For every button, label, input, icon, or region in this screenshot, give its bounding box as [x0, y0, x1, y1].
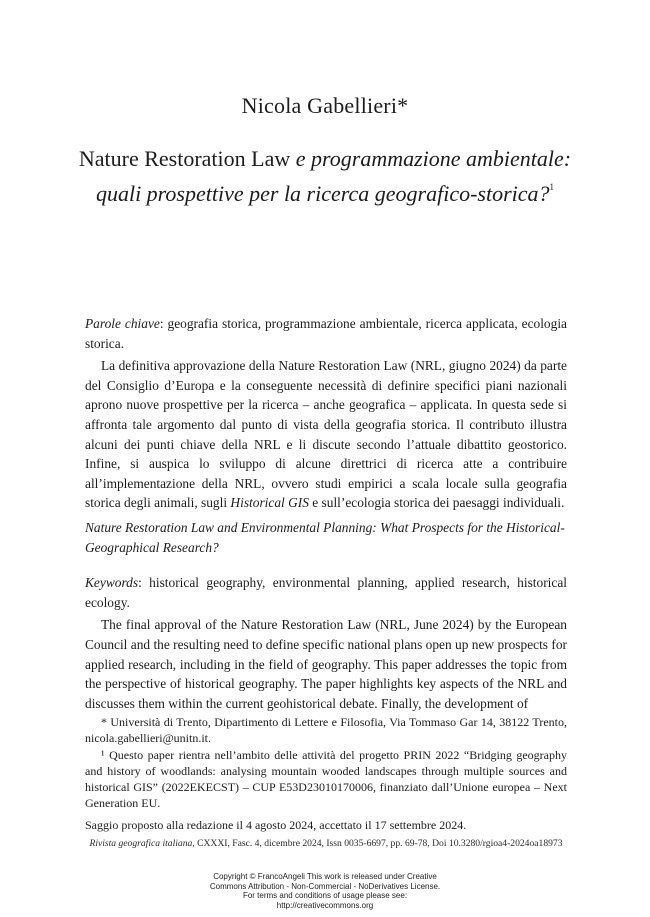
- author-name: Nicola Gabellieri*: [241, 93, 409, 118]
- it-body-text-1: La definitiva approvazione della Nature Restoration Law (NRL, giugno 2024) da parte del Consiglio d’Europa e la conseguente necessità di definire specifici piani nazionali aprono nuove prospettive per la ricerca – anche geografica – applicata. In questa sede si affronta tale argomento dal punto di vista della geografia storica. Il contributo illustra alcuni dei punti chiave della NRL e li discute secondo l’attuale dibattito geostorico. Infine, si auspica lo sviluppo di alcune direttrici di ricerca atte a contribuire all’implementazione della NRL, ovvero studi empirici a scala locale sulla geografia storica degli animali, sugli: [85, 358, 567, 511]
- it-keywords-label: Parole chiave: [85, 316, 160, 331]
- footnote-1: ¹ Questo paper rientra nell’ambito delle attività del progetto PRIN 2022 “Bridging geography and history of woodlands: analysing mountain wooded landscapes through multiple sources and historical GIS” (2022EKECST) – CUP E53D23010170006, finanziato dall’Unione europea – Next Generation EU.: [85, 747, 567, 811]
- copyright-link[interactable]: http://creativecommons.org: [276, 900, 374, 910]
- citation-details: , CXXXI, Fasc. 4, dicembre 2024, Issn 0035-6697, pp. 69-78, Doi 10.3280/rgioa4-2024oa18973: [192, 838, 563, 849]
- en-keywords-label: Keywords: [85, 575, 139, 591]
- en-abstract-body: The final approval of the Nature Restoration Law (NRL, June 2024) by the European Council and the resulting need to define specific national plans open up new prospects for applied research, including in the field of geography. This paper addresses the topic from the perspective of historical geography. The paper highlights key aspects of the NRL and discusses them within the current geohistorical debate. Finally, the development of: [85, 617, 567, 711]
- it-keywords-text: : geografia storica, programmazione ambientale, ricerca applicata, ecologia storica.: [85, 316, 567, 351]
- en-abstract-title: Nature Restoration Law and Environmental Planning: What Prospects for the Historical-Geographical Research?: [85, 520, 565, 555]
- title-note-mark: 1: [549, 182, 555, 192]
- it-keywords: [85, 314, 567, 353]
- journal-citation: [85, 838, 567, 849]
- it-abstract-body: [85, 356, 567, 513]
- title-italic-line1: e programmazione ambientale:: [290, 146, 572, 171]
- footnote-affiliation: * Università di Trento, Dipartimento di Lettere e Filosofia, Via Tommaso Gar 14, 38122 Trento, nicola.gabellieri@unitn.it.: [85, 715, 567, 746]
- journal-name: Rivista geografica italiana: [89, 838, 193, 849]
- title-italic-line2: quali prospettive per la ricerca geografico-storica?: [95, 181, 550, 206]
- en-keywords: [85, 573, 567, 612]
- it-body-italic: Historical GIS: [230, 495, 309, 511]
- submission-dates: Saggio proposto alla redazione il 4 agosto 2024, accettato il 17 settembre 2024.: [85, 817, 467, 832]
- italian-abstract: [85, 314, 567, 513]
- title-plain: Nature Restoration Law: [78, 146, 291, 171]
- copyright-notice: [0, 872, 650, 910]
- it-body-text-2: e sull’ecologia storica dei paesaggi individuali.: [308, 495, 565, 511]
- footnotes: [85, 714, 567, 833]
- paper-title: [60, 144, 590, 208]
- copyright-line-2: Commons Attribution - Non-Commercial - NoDerivatives License.: [209, 881, 441, 891]
- english-abstract: [85, 518, 567, 713]
- copyright-line-3: For terms and conditions of usage please see:: [242, 891, 408, 901]
- copyright-line-1: Copyright © FrancoAngeli This work is released under Creative: [213, 872, 437, 881]
- en-keywords-text: : historical geography, environmental planning, applied research, historical ecology.: [85, 575, 567, 610]
